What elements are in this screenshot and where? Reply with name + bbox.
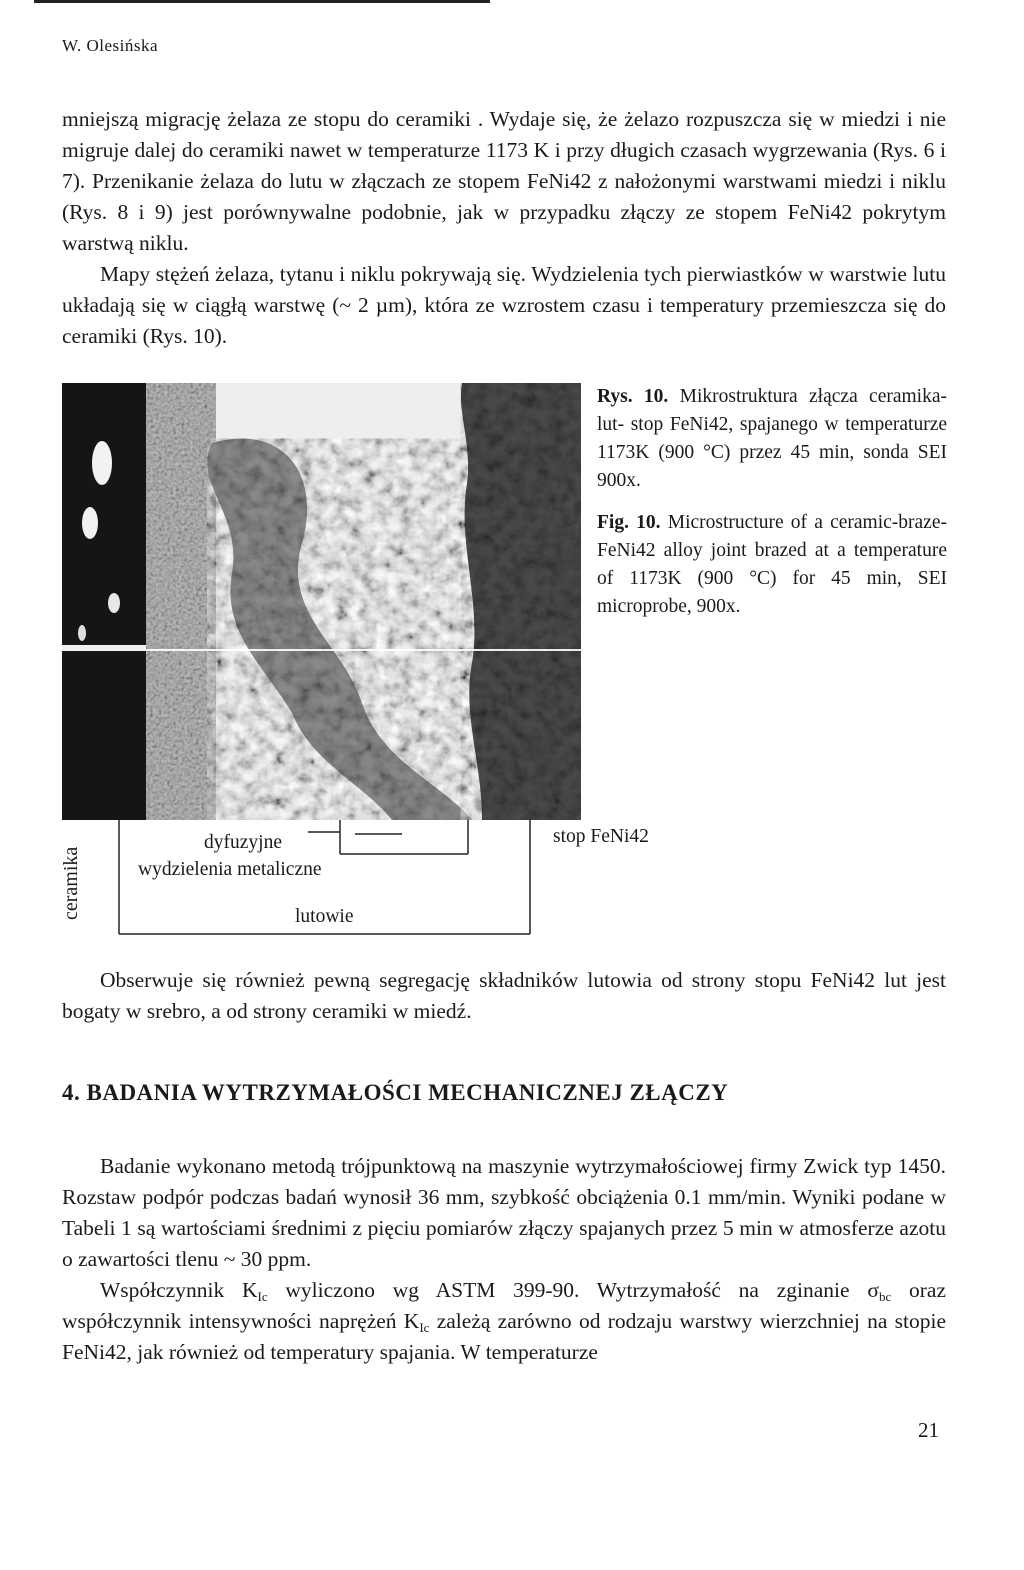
paragraph-5-sub-3: Ic bbox=[419, 1320, 430, 1335]
paragraph-4-text: Badanie wykonano metodą trójpunktową na maszynie wytrzymałościowej firmy Zwick typ 1450. Rozstaw podpór podczas badań wynosił 36 mm, szybkość obciążenia 0.1 mm/min. Wyniki podane w Tabeli 1 są wartościami średnimi z pięciu pomiarów złączy spajanych przez 5 min w atmosferze azotu o zawartości tlenu ~ 30 ppm. bbox=[62, 1154, 946, 1271]
label-alloy: stop FeNi42 bbox=[553, 826, 649, 847]
running-head: W. Olesińska bbox=[62, 36, 159, 55]
caption-english bbox=[597, 509, 947, 621]
label-diffusion-1: dyfuzyjne bbox=[204, 832, 282, 853]
micrograph-figure bbox=[62, 383, 581, 820]
caption-english-label: Fig. 10. bbox=[597, 512, 661, 533]
paragraph-5-a: Współczynnik K bbox=[100, 1278, 258, 1302]
page-number: 21 bbox=[918, 1418, 939, 1442]
paragraph-2-text: Mapy stężeń żelaza, tytanu i niklu pokrywają się. Wydzielenia tych pierwiastków w warstwie lutu układają się w ciągłą warstwę (~ 2 µm), która ze wzrostem czasu i temperatury przemieszcza się do ceramiki (Rys. 10). bbox=[62, 262, 946, 348]
paragraph-3 bbox=[62, 965, 946, 1027]
paragraph-2 bbox=[62, 259, 946, 352]
paragraph-5-sub-2: bc bbox=[878, 1289, 892, 1304]
paragraph-5-b: wyliczono wg ASTM 399-90. Wytrzymałość na zginanie σ bbox=[267, 1278, 879, 1302]
micrograph-image bbox=[62, 383, 581, 820]
label-braze: lutowie bbox=[295, 906, 354, 927]
paragraph-4 bbox=[62, 1151, 946, 1275]
paragraph-1: mniejszą migrację żelaza ze stopu do ceramiki . Wydaje się, że żelazo rozpuszcza się w miedzi i nie migruje dalej do ceramiki nawet w temperaturze 1173 K i przy długich czasach wygrzewania (Rys. 6 i 7). Przenikanie żelaza do lutu w złączach ze stopem FeNi42 z nałożonymi warstwami miedzi i niklu (Rys. 8 i 9) jest porównywalne podobnie, jak w przypadku złączy ze stopem FeNi42 pokrytym warstwą niklu. bbox=[62, 107, 946, 255]
caption-english-text: Microstructure of a ceramic-braze-FeNi42 alloy joint brazed at a temperature of 1173K (900 °C) for 45 min, SEI microprobe, 900x. bbox=[597, 512, 947, 617]
label-diffusion-2: wydzielenia metaliczne bbox=[138, 859, 322, 880]
paragraph-5-d: zależą zarówno od rodzaju warstwy wierzchniej na stopie FeNi42, jak również od temperatury spajania. W temperaturze bbox=[62, 1309, 946, 1364]
paragraph-5-c: oraz współczynnik intensywności naprężeń K bbox=[62, 1278, 946, 1333]
caption-polish bbox=[597, 383, 947, 495]
label-ceramic: ceramika bbox=[60, 846, 82, 920]
paragraph-3-text: Obserwuje się również pewną segregację składników lutowia od strony stopu FeNi42 lut jest bogaty w srebro, a od strony ceramiki w miedź. bbox=[62, 968, 946, 1023]
caption-polish-text: Mikrostruktura złącza ceramika- lut- stop FeNi42, spajanego w temperaturze 1173K (900 °C) przez 45 min, sonda SEI 900x. bbox=[597, 386, 947, 491]
paragraph-5 bbox=[62, 1275, 946, 1368]
section-heading: 4. BADANIA WYTRZYMAŁOŚCI MECHANICZNEJ ZŁĄCZY bbox=[62, 1080, 729, 1105]
top-rule bbox=[34, 0, 490, 3]
paragraph-5-sub-1: Ic bbox=[257, 1289, 268, 1304]
caption-polish-label: Rys. 10. bbox=[597, 386, 669, 407]
